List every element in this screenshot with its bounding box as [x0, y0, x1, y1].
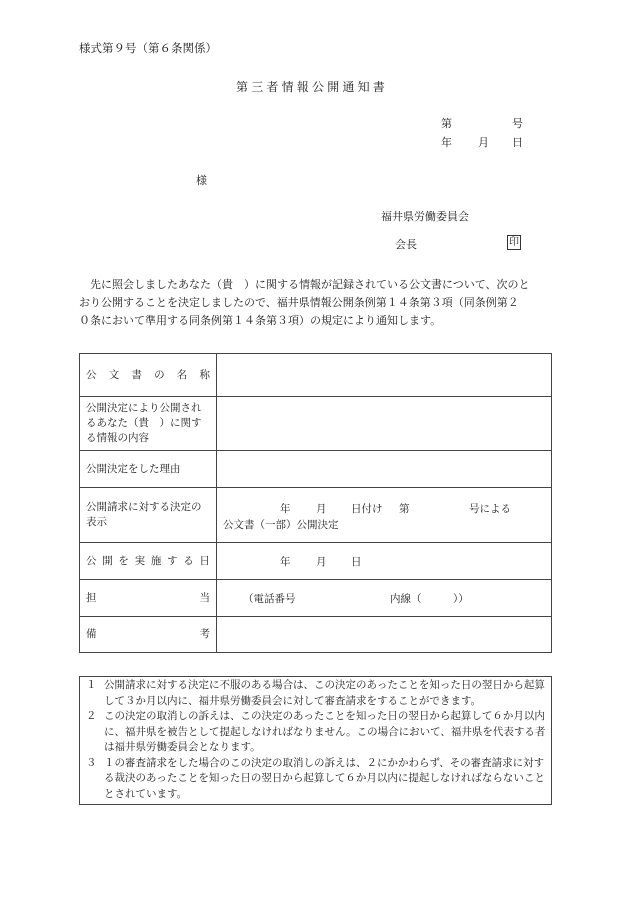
body-line: 先に照会しましたあなた（貴 ）に関する情報が記録されている公文書について、次のと — [79, 278, 530, 291]
label-char: 日 — [199, 554, 210, 567]
decision-date-suffix: 日付け — [351, 503, 383, 515]
label-char: 実 — [134, 554, 146, 567]
value-disclosure-date — [217, 543, 552, 580]
disclosure-month: 月 — [316, 556, 327, 568]
disclosure-year: 年 — [280, 556, 291, 568]
value-reason — [217, 451, 552, 488]
body-line: ０条において準用する同条例第１４条第３項）の規定により通知します。 — [79, 314, 442, 327]
note-text: この決定の取消しの訴えは、この決定のあったことを知った日の翌日から起算して６か月以内に、福井県を被告として提起しなければなりません。この場合において、福井県を代表する者は福井県労働委員会となります。 — [104, 710, 546, 753]
table-row-document-name — [80, 354, 552, 397]
note-item — [80, 709, 551, 756]
decision-year: 年 — [280, 503, 291, 515]
addressee-honorific: 様 — [196, 174, 207, 187]
label-char: 公 — [86, 368, 97, 381]
sender-chair: 会長 — [395, 238, 417, 251]
label-char: を — [118, 554, 129, 567]
body-line: おり公開することを決定しましたので、福井県情報公開条例第１４条第３項（同条例第２ — [79, 296, 519, 309]
label-remarks — [80, 617, 217, 653]
number-dai-label: 第 — [441, 117, 452, 130]
label-char: 文 — [108, 368, 120, 381]
table-row-disclosed-info — [80, 397, 552, 451]
label-char: 称 — [199, 368, 210, 381]
label-decision: 公開請求に対する決定の表示 — [80, 488, 217, 543]
label-char: 担 — [86, 591, 97, 604]
label-char: 公 — [86, 554, 97, 567]
value-remarks — [217, 617, 552, 653]
date-month-label: 月 — [478, 136, 489, 149]
contact-extension: 内線（ ）） — [390, 593, 469, 605]
number-go-label: 号 — [512, 117, 523, 130]
label-char: 考 — [199, 628, 210, 640]
contact-phone: （電話番号 — [243, 593, 296, 605]
table-row-reason — [80, 451, 552, 488]
notice-body — [79, 276, 552, 330]
label-disclosed-info: 公開決定により公開されるあなた（貴 ）に関する情報の内容 — [80, 397, 217, 451]
label-char: 施 — [150, 554, 162, 567]
label-char: 書 — [131, 368, 142, 381]
note-text: 公開請求に対する決定に不服のある場合は、この決定のあったことを知った日の翌日から起算して３か月以内に、福井県労働委員会に対して審査請求をすることができます。 — [104, 679, 545, 707]
decision-type: 公文書（一部）公開決定 — [223, 519, 339, 531]
sender-organization: 福井県労働委員会 — [381, 210, 469, 223]
label-char: の — [154, 368, 165, 381]
table-row-contact — [80, 580, 552, 617]
notes-box — [79, 676, 552, 805]
label-char: す — [167, 554, 178, 567]
notice-table — [79, 353, 552, 653]
date-day-label: 日 — [512, 136, 523, 149]
note-item — [80, 678, 551, 709]
note-number: ２ — [86, 710, 97, 722]
decision-dai: 第 — [399, 503, 410, 515]
value-decision — [217, 488, 552, 543]
value-contact — [217, 580, 552, 617]
note-item — [80, 756, 551, 803]
label-char: 名 — [176, 368, 188, 381]
note-text: １の審査請求をした場合のこの決定の取消しの訴えは、２にかかわらず、その審査請求に対する裁決のあったことを知った日の翌日から起算して６か月以内に提起しなければならないこととされています。 — [104, 756, 545, 800]
label-char: 開 — [102, 554, 113, 567]
label-contact — [80, 580, 217, 617]
label-char: 当 — [199, 591, 210, 604]
table-row-remarks — [80, 617, 552, 653]
label-char: る — [183, 554, 194, 567]
value-document-name — [217, 354, 552, 397]
label-reason: 公開決定をした理由 — [80, 451, 217, 488]
disclosure-day: 日 — [351, 556, 362, 568]
label-document-name — [80, 354, 217, 397]
form-number: 様式第９号（第６条関係） — [79, 41, 217, 55]
decision-gou-yoru: 号による — [469, 503, 511, 515]
date-year-label: 年 — [441, 136, 452, 149]
table-row-decision — [80, 488, 552, 543]
note-number: ３ — [86, 756, 97, 769]
seal-mark: 印 — [509, 237, 519, 248]
note-number: １ — [86, 679, 97, 691]
label-disclosure-date — [80, 543, 217, 580]
document-title: 第三者情報公開通知書 — [236, 80, 389, 94]
label-char: 備 — [86, 628, 97, 640]
table-row-disclosure-date — [80, 543, 552, 580]
value-disclosed-info — [217, 397, 552, 451]
decision-month: 月 — [316, 503, 327, 515]
